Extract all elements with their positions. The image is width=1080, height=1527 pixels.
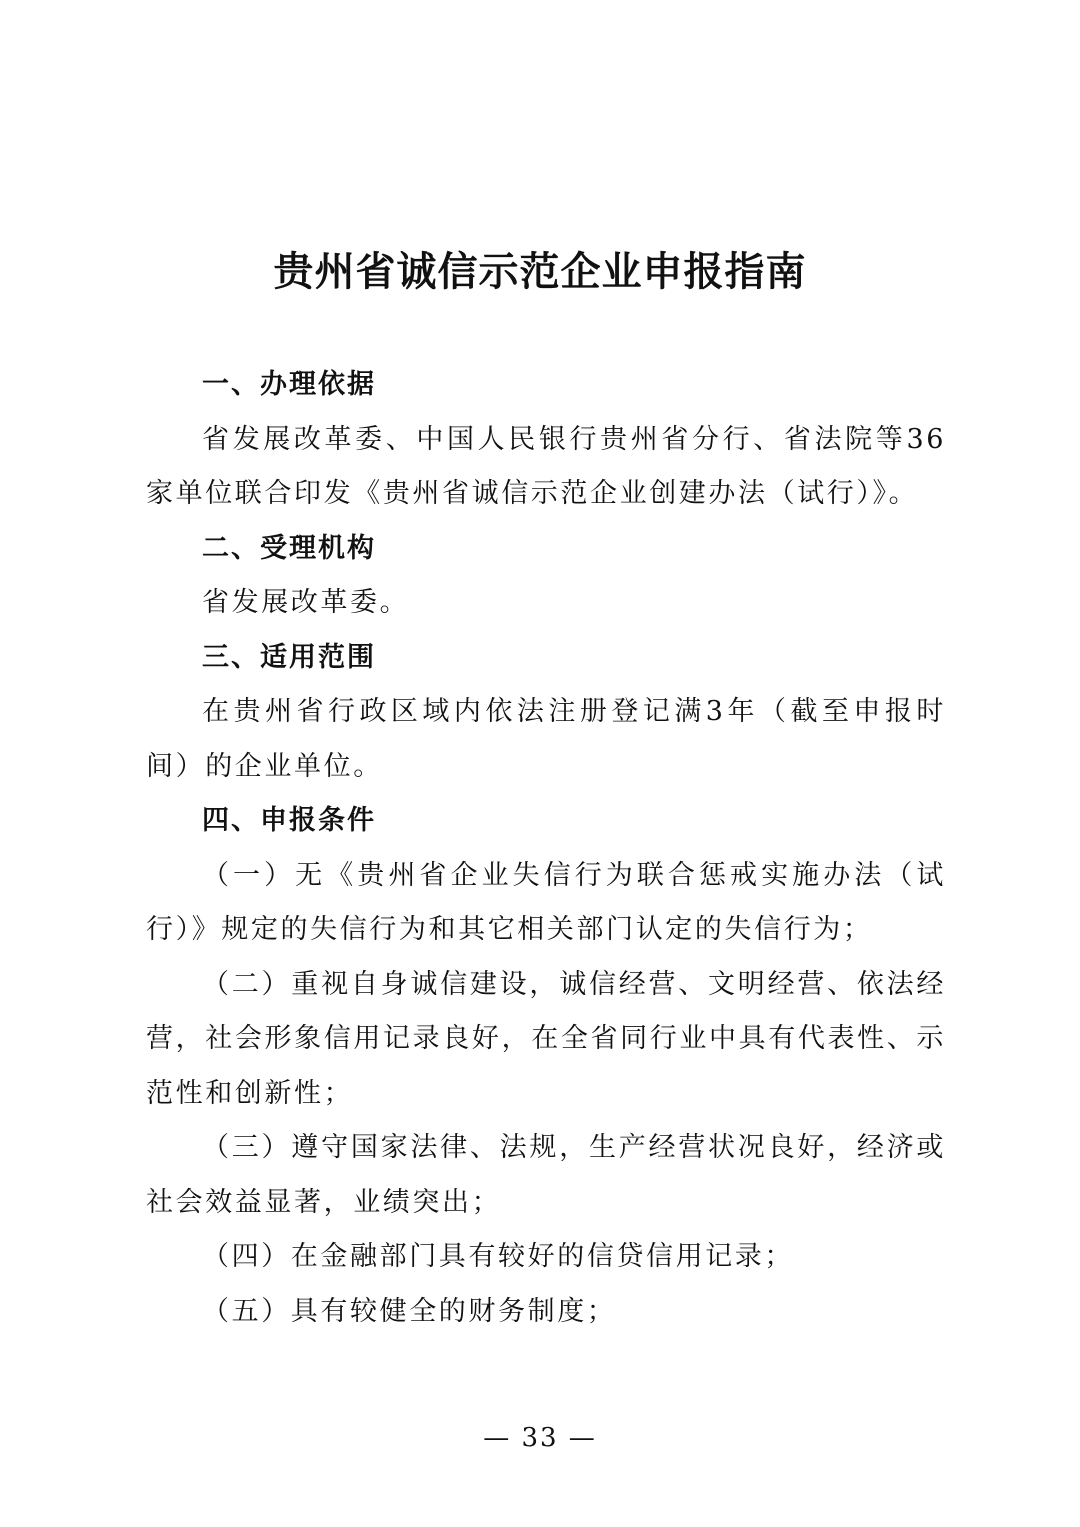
condition-item: （五）具有较健全的财务制度； — [202, 1295, 617, 1327]
page-number: — 33 — — [483, 1423, 597, 1453]
document-body — [146, 358, 946, 1339]
section-paragraph: 省发展改革委、中国人民银行贵州省分行、省法院等36家单位联合印发《贵州省诚信示范企业创建办法（试行）》。 — [146, 423, 946, 509]
section-heading-basis: 一、办理依据 — [202, 369, 376, 400]
document-title: 贵州省诚信示范企业申报指南 — [273, 248, 807, 295]
condition-item: （四）在金融部门具有较好的信贷信用记录； — [202, 1241, 794, 1272]
condition-item: （三）遵守国家法律、法规，生产经营状况良好，经济或社会效益显著，业绩突出； — [146, 1132, 946, 1218]
section-heading-conditions: 四、申报条件 — [202, 805, 376, 836]
condition-item: （一）无《贵州省企业失信行为联合惩戒实施办法（试行）》规定的失信行为和其它相关部门认定的失信行为； — [146, 859, 946, 945]
section-heading-scope: 三、适用范围 — [202, 641, 376, 673]
condition-item: （二）重视自身诚信建设，诚信经营、文明经营、依法经营，社会形象信用记录良好，在全省同行业中具有代表性、示范性和创新性； — [146, 968, 946, 1109]
section-paragraph: 在贵州省行政区域内依法注册登记满3年（截至申报时间）的企业单位。 — [146, 696, 946, 782]
section-paragraph: 省发展改革委。 — [202, 587, 410, 618]
section-heading-agency: 二、受理机构 — [202, 532, 376, 564]
